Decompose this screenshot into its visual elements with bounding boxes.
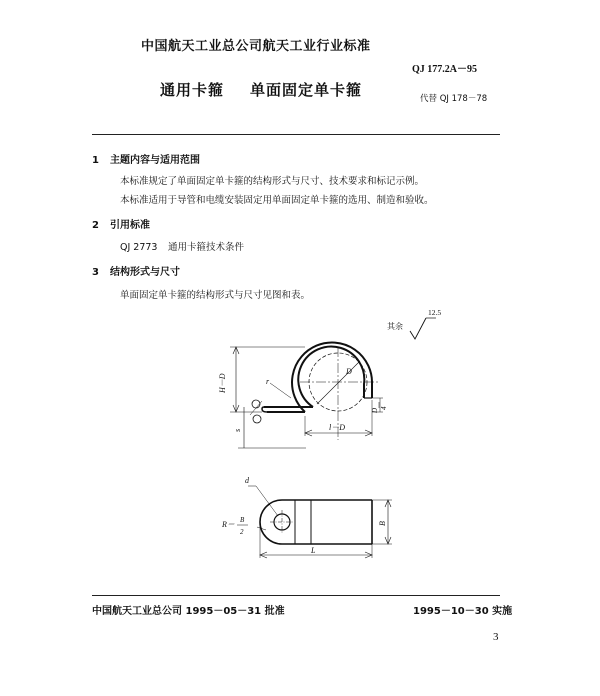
page-number: 3: [493, 631, 499, 643]
footer-rule: [92, 595, 500, 596]
dim-label-d-diameter: D: [346, 367, 352, 376]
roughness-label: 其余: [387, 322, 403, 331]
title-part-1: 通用卡箍: [160, 81, 225, 99]
section-2-number: 2: [92, 220, 99, 231]
implementation-date: 1995－10－30 实施: [413, 606, 513, 617]
section-2-title: 引用标准: [110, 220, 150, 231]
section-3-number: 3: [92, 267, 99, 278]
dim-label-b: B: [378, 521, 387, 526]
section-1-paragraph-2: 本标准适用于导管和电缆安装固定用单面固定单卡箍的选用、制造和验收。: [120, 195, 434, 206]
dim-label-h-minus-d: H－D: [218, 373, 227, 393]
dim-label-r-prefix: R＝: [222, 520, 235, 529]
clamp-top-view: [260, 500, 372, 544]
issuing-organization: 中国航天工业总公司航天工业行业标准: [141, 39, 371, 54]
dim-label-r-denominator: 2: [240, 528, 244, 536]
replaces-standard: 代替 QJ 178－78: [420, 94, 488, 104]
dim-label-s: s: [233, 428, 242, 432]
dim-label-r-numerator: B: [240, 516, 245, 524]
surface-roughness-symbol: [410, 318, 436, 339]
dim-label-l: L: [311, 546, 316, 555]
section-1-title: 主题内容与适用范围: [110, 155, 200, 166]
section-1-number: 1: [92, 155, 99, 166]
dim-label-hole-d: d: [245, 476, 249, 485]
section-3-title: 结构形式与尺寸: [110, 267, 180, 278]
dim-label-d-quarter-denominator: 4: [380, 406, 388, 410]
section-1-paragraph-1: 本标准规定了单面固定单卡箍的结构形式与尺寸、技术要求和标记示例。: [120, 176, 425, 187]
dim-label-d-quarter-numerator: D: [371, 407, 379, 413]
referenced-standard-title: 通用卡箍技术条件: [168, 242, 245, 253]
roughness-value: 12.5: [428, 308, 442, 317]
standard-code: QJ 177.2A－95: [412, 64, 477, 75]
title-part-2: 单面固定单卡箍: [250, 81, 363, 99]
dim-label-r: r: [266, 377, 270, 386]
dim-label-l-minus-d: l－D: [329, 423, 345, 432]
section-3-paragraph-1: 单面固定单卡箍的结构形式与尺寸见图和表。: [120, 290, 311, 301]
approval-note: 中国航天工业总公司 1995－05－31 批准: [92, 606, 285, 617]
referenced-standard-code: QJ 2773: [120, 242, 158, 253]
